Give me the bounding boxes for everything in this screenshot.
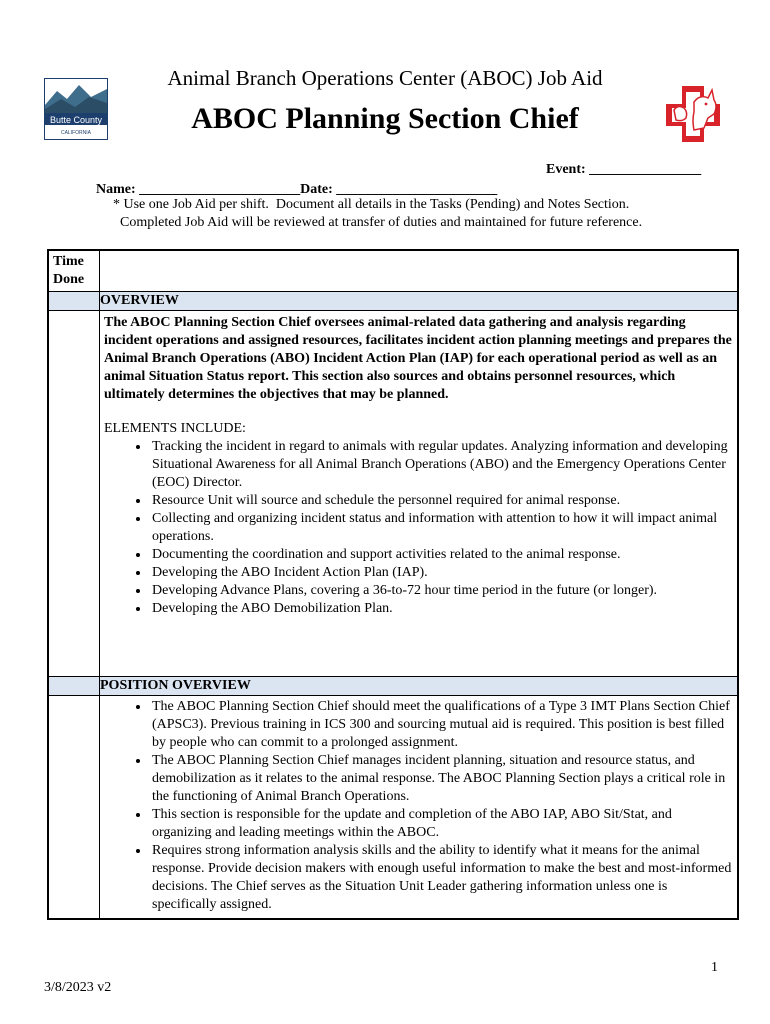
job-aid-table <box>47 249 739 920</box>
time-done-header: Time Done <box>48 250 100 292</box>
overview-summary: The ABOC Planning Section Chief oversees animal-related data gathering and analysis regarding incident operations and assigned resources, facilitates incident action planning meetings and prepares the Animal Branch Operations (ABO) Incident Action Plan (IAP) for each operational period as well as an animal Situation Status report. This section also sources and obtains personnel resources, which ultimately determines the objectives that may be planned. <box>104 315 732 402</box>
list-item: • This section is responsible for the update and completion of the ABO IAP, ABO Sit/Stat, and organizing and leading meetings within the ABOC. <box>150 806 733 842</box>
position-overview-body <box>100 696 739 920</box>
svg-text:Butte County: Butte County <box>49 115 103 125</box>
job-aid-subtitle: Animal Branch Operations Center (ABOC) Job Aid <box>167 66 603 90</box>
list-item: • Documenting the coordination and support activities related to the animal response. <box>150 546 733 564</box>
note-line-1: * Use one Job Aid per shift. Document all details in the Tasks (Pending) and Notes Section. <box>113 197 630 212</box>
overview-time-fill <box>48 292 100 311</box>
page-title: ABOC Planning Section Chief <box>191 102 579 135</box>
list-item: • Resource Unit will source and schedule the personnel required for animal response. <box>150 492 733 510</box>
position-time-cell[interactable] <box>48 696 100 920</box>
list-item: • Developing Advance Plans, covering a 36-to-72 hour time period in the future (or longer). <box>150 582 733 600</box>
overview-time-cell[interactable] <box>48 311 100 677</box>
elements-list <box>104 438 733 618</box>
position-overview-heading: POSITION OVERVIEW <box>100 677 739 696</box>
list-item: • Developing the ABO Demobilization Plan. <box>150 600 733 618</box>
list-item: • The ABOC Planning Section Chief manages incident planning, situation and resource status, and demobilization as it relates to the animal response. The ABOC Planning Section plays a critical role in the functioning of Animal Branch Operations. <box>150 752 733 806</box>
list-item: • Tracking the incident in regard to animals with regular updates. Analyzing information and developing Situational Awareness for all Animal Branch Operations (ABO) and the Emergency Operations Center (EOC) Director. <box>150 438 733 492</box>
elements-label: ELEMENTS INCLUDE: <box>104 421 246 436</box>
version-date: 3/8/2023 v2 <box>44 980 112 995</box>
svg-text:CALIFORNIA: CALIFORNIA <box>60 130 92 136</box>
list-item: • Collecting and organizing incident status and information with attention to how it will impact animal operations. <box>150 510 733 546</box>
position-list <box>104 698 733 914</box>
page-number: 1 <box>711 960 718 975</box>
date-field[interactable]: Date: _______________________ <box>300 182 498 197</box>
list-item: • The ABOC Planning Section Chief should meet the qualifications of a Type 3 IMT Plans Section Chief (APSC3). Previous training in ICS 300 and sourcing mutual aid is required. This position is best filled by people who can commit to a prolonged assignment. <box>150 698 733 752</box>
list-item: • Developing the ABO Incident Action Plan (IAP). <box>150 564 733 582</box>
instructions-note <box>113 196 733 232</box>
header-blank-cell <box>100 250 739 292</box>
name-field[interactable]: Name: _______________________ <box>96 182 301 197</box>
overview-heading: OVERVIEW <box>100 292 739 311</box>
list-item: • Requires strong information analysis skills and the ability to identify what it means for the animal response. Provide decision makers with enough useful information to make the best and most-informed decisions. The Chief serves as the Situation Unit Leader gathering information unless one is specifically assigned. <box>150 842 733 914</box>
overview-body <box>100 311 739 677</box>
event-field[interactable]: Event: ________________ <box>546 162 702 177</box>
position-time-fill <box>48 677 100 696</box>
note-line-2: Completed Job Aid will be reviewed at transfer of duties and maintained for future reference. <box>113 215 643 230</box>
